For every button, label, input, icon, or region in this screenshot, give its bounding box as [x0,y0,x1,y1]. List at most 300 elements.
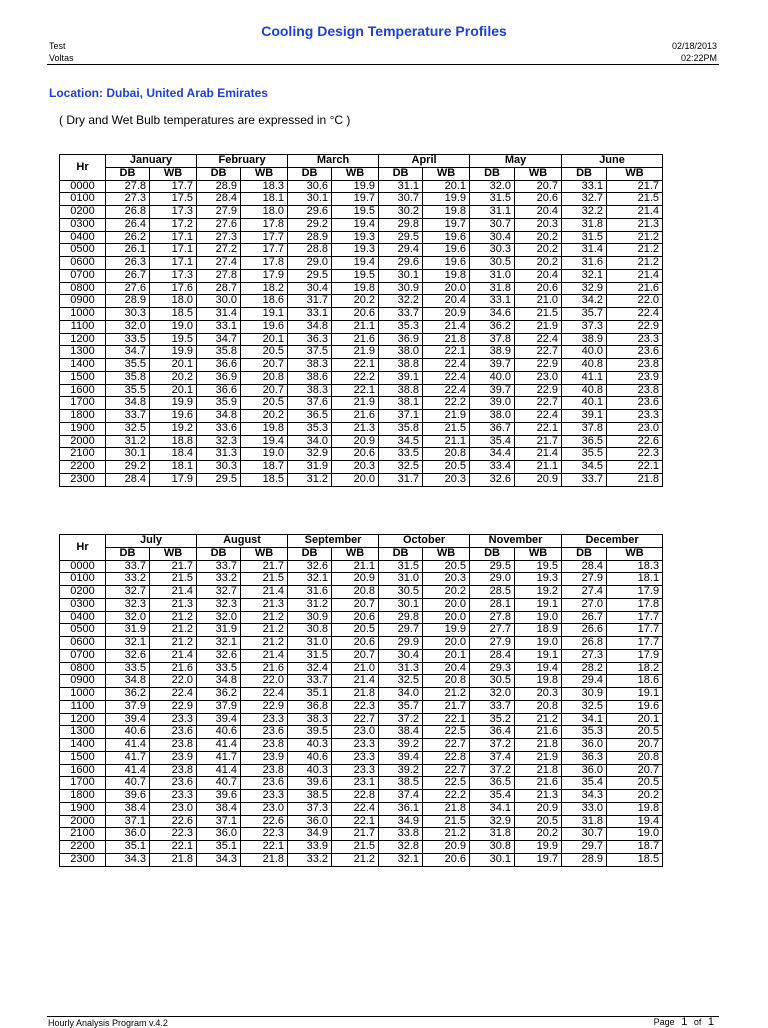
db-value-cell: 40.3 [288,764,332,777]
db-value-cell: 31.6 [562,257,607,270]
wb-value-cell: 19.0 [515,637,562,650]
wb-value-cell: 21.2 [607,244,663,257]
wb-value-cell: 22.5 [423,726,470,739]
db-value-cell: 38.8 [379,384,423,397]
table-row [60,560,663,573]
db-value-cell: 30.4 [288,282,332,295]
wb-value-cell: 20.4 [515,269,562,282]
wb-value-cell: 21.2 [423,688,470,701]
wb-value-cell: 21.7 [515,435,562,448]
db-value-cell: 36.9 [379,333,423,346]
hour-cell: 2200 [60,841,106,854]
db-value-cell: 38.1 [379,397,423,410]
wb-value-cell: 20.9 [423,841,470,854]
wb-value-cell: 21.4 [241,649,288,662]
wb-value-cell: 22.4 [515,333,562,346]
wb-value-cell: 20.5 [607,777,663,790]
month-header: December [562,535,663,548]
table-row [60,586,663,599]
wb-value-cell: 22.3 [150,828,197,841]
hour-cell: 1500 [60,371,106,384]
db-value-cell: 29.8 [379,218,423,231]
db-value-cell: 33.7 [470,700,515,713]
wb-value-cell: 23.3 [607,333,663,346]
db-value-cell: 29.2 [106,461,150,474]
db-value-cell: 32.9 [288,448,332,461]
wb-value-cell: 19.9 [423,624,470,637]
header-right-info [672,40,717,64]
db-value-cell: 32.6 [197,649,241,662]
db-value-cell: 31.9 [106,624,150,637]
db-value-cell: 27.8 [106,180,150,193]
db-value-cell: 37.2 [470,764,515,777]
db-value-cell: 32.6 [288,560,332,573]
table-row [60,231,663,244]
page-label: Page [653,1017,675,1027]
db-value-cell: 31.4 [562,244,607,257]
page-number: 1 [681,1016,688,1028]
wb-value-cell: 17.5 [150,193,197,206]
wb-value-cell: 17.7 [241,231,288,244]
table-row [60,611,663,624]
hour-cell: 1700 [60,397,106,410]
db-value-cell: 31.0 [379,573,423,586]
wb-value-cell: 20.2 [150,371,197,384]
wb-value-cell: 21.6 [332,333,379,346]
wb-value-cell: 21.6 [515,777,562,790]
wb-value-cell: 19.6 [241,320,288,333]
wb-value-cell: 19.5 [332,269,379,282]
wb-value-cell: 21.4 [607,269,663,282]
db-value-cell: 31.8 [470,282,515,295]
db-value-cell: 27.4 [562,586,607,599]
db-value-cell: 37.4 [470,751,515,764]
db-value-cell: 31.9 [197,624,241,637]
wb-value-cell: 20.5 [607,726,663,739]
db-value-cell: 39.6 [106,790,150,803]
wb-value-cell: 22.1 [332,359,379,372]
wb-value-cell: 22.6 [607,435,663,448]
wb-value-cell: 20.0 [423,611,470,624]
wb-value-cell: 21.2 [607,257,663,270]
wb-value-cell: 17.3 [150,206,197,219]
db-value-cell: 31.8 [470,828,515,841]
table-row [60,598,663,611]
wb-value-cell: 22.4 [423,371,470,384]
wb-column-header: WB [241,547,288,560]
db-value-cell: 37.1 [106,815,150,828]
wb-value-cell: 19.2 [515,586,562,599]
wb-value-cell: 21.2 [515,713,562,726]
wb-column-header: WB [332,547,379,560]
hour-cell: 0900 [60,675,106,688]
table-row [60,333,663,346]
db-value-cell: 33.7 [197,560,241,573]
db-value-cell: 38.5 [288,790,332,803]
db-value-cell: 34.8 [288,320,332,333]
db-value-cell: 28.1 [470,598,515,611]
wb-value-cell: 21.3 [150,598,197,611]
db-value-cell: 28.9 [197,180,241,193]
wb-value-cell: 21.5 [332,841,379,854]
wb-value-cell: 23.9 [607,371,663,384]
db-value-cell: 31.1 [470,206,515,219]
wb-value-cell: 20.0 [332,473,379,486]
wb-value-cell: 19.0 [241,448,288,461]
db-value-cell: 40.8 [562,384,607,397]
wb-value-cell: 23.3 [150,790,197,803]
wb-value-cell: 21.4 [150,586,197,599]
wb-value-cell: 23.1 [332,777,379,790]
wb-value-cell: 20.9 [332,435,379,448]
db-value-cell: 40.7 [197,777,241,790]
wb-value-cell: 17.8 [241,257,288,270]
wb-value-cell: 20.9 [332,573,379,586]
wb-value-cell: 17.7 [607,624,663,637]
hour-cell: 2100 [60,828,106,841]
db-value-cell: 26.4 [106,218,150,231]
hour-cell: 0200 [60,206,106,219]
wb-value-cell: 17.7 [150,180,197,193]
db-value-cell: 29.9 [379,637,423,650]
db-value-cell: 32.4 [288,662,332,675]
wb-value-cell: 17.7 [607,611,663,624]
wb-value-cell: 20.5 [241,346,288,359]
db-value-cell: 41.4 [106,764,150,777]
wb-value-cell: 23.3 [332,739,379,752]
db-value-cell: 31.3 [197,448,241,461]
wb-value-cell: 22.4 [515,410,562,423]
db-value-cell: 36.0 [288,815,332,828]
table-row [60,295,663,308]
table-row [60,410,663,423]
db-value-cell: 35.3 [379,320,423,333]
wb-value-cell: 22.4 [423,359,470,372]
db-value-cell: 28.4 [562,560,607,573]
table-row [60,802,663,815]
db-column-header: DB [379,547,423,560]
wb-value-cell: 18.5 [241,473,288,486]
db-value-cell: 30.5 [470,257,515,270]
db-value-cell: 29.7 [562,841,607,854]
wb-value-cell: 21.4 [150,649,197,662]
db-value-cell: 39.0 [470,397,515,410]
wb-value-cell: 21.4 [332,675,379,688]
wb-value-cell: 21.9 [423,410,470,423]
db-value-cell: 33.5 [379,448,423,461]
wb-value-cell: 19.6 [423,257,470,270]
hour-cell: 1400 [60,739,106,752]
db-value-cell: 30.5 [470,675,515,688]
db-value-cell: 30.3 [106,308,150,321]
wb-value-cell: 23.3 [332,764,379,777]
wb-value-cell: 20.2 [515,828,562,841]
db-value-cell: 35.3 [562,726,607,739]
wb-value-cell: 21.8 [423,333,470,346]
db-value-cell: 34.8 [106,675,150,688]
db-value-cell: 35.8 [106,371,150,384]
hour-cell: 1600 [60,384,106,397]
db-value-cell: 27.8 [197,269,241,282]
db-value-cell: 30.7 [562,828,607,841]
wb-value-cell: 19.6 [423,231,470,244]
wb-value-cell: 17.1 [150,257,197,270]
wb-value-cell: 21.9 [515,751,562,764]
db-value-cell: 32.7 [562,193,607,206]
db-value-cell: 27.9 [197,206,241,219]
table-row [60,675,663,688]
wb-value-cell: 21.2 [607,231,663,244]
wb-value-cell: 23.9 [150,751,197,764]
db-value-cell: 40.6 [288,751,332,764]
db-value-cell: 31.5 [470,193,515,206]
month-header: February [197,155,288,168]
db-value-cell: 27.2 [197,244,241,257]
wb-value-cell: 19.9 [150,397,197,410]
db-value-cell: 27.9 [562,573,607,586]
db-value-cell: 29.7 [379,624,423,637]
wb-value-cell: 22.2 [423,790,470,803]
wb-value-cell: 21.2 [150,624,197,637]
month-header: October [379,535,470,548]
table-row [60,649,663,662]
wb-value-cell: 22.7 [423,739,470,752]
wb-value-cell: 23.6 [241,777,288,790]
db-value-cell: 36.1 [379,802,423,815]
db-value-cell: 33.7 [379,308,423,321]
wb-value-cell: 21.7 [607,180,663,193]
db-value-cell: 29.5 [288,269,332,282]
wb-value-cell: 22.0 [607,295,663,308]
wb-value-cell: 22.3 [607,448,663,461]
table-row [60,218,663,231]
hour-cell: 1700 [60,777,106,790]
wb-value-cell: 21.7 [241,560,288,573]
hour-cell: 0600 [60,257,106,270]
table-row [60,637,663,650]
wb-value-cell: 20.4 [515,206,562,219]
db-value-cell: 30.9 [562,688,607,701]
month-header: September [288,535,379,548]
db-value-cell: 32.1 [106,637,150,650]
wb-value-cell: 21.6 [241,662,288,675]
wb-value-cell: 20.1 [150,384,197,397]
db-value-cell: 30.1 [379,598,423,611]
table-row [60,346,663,359]
table-row [60,193,663,206]
hour-cell: 0600 [60,637,106,650]
hour-cell: 0900 [60,295,106,308]
table-row [60,359,663,372]
table-row [60,688,663,701]
db-value-cell: 36.2 [470,320,515,333]
table-row [60,777,663,790]
hour-cell: 0000 [60,560,106,573]
hour-cell: 1300 [60,726,106,739]
wb-value-cell: 21.1 [332,560,379,573]
db-value-cell: 34.9 [288,828,332,841]
wb-value-cell: 21.8 [607,473,663,486]
db-value-cell: 38.3 [288,359,332,372]
db-value-cell: 27.6 [197,218,241,231]
db-value-cell: 31.3 [379,662,423,675]
db-value-cell: 31.1 [379,180,423,193]
of-label: of [693,1017,702,1027]
db-value-cell: 31.2 [288,473,332,486]
hour-cell: 1300 [60,346,106,359]
table-row [60,790,663,803]
db-value-cell: 32.5 [379,461,423,474]
db-value-cell: 27.3 [562,649,607,662]
wb-value-cell: 23.8 [241,739,288,752]
wb-value-cell: 21.6 [150,662,197,675]
wb-value-cell: 20.5 [332,624,379,637]
db-value-cell: 30.3 [197,461,241,474]
wb-value-cell: 20.6 [423,853,470,866]
wb-value-cell: 23.8 [241,764,288,777]
wb-value-cell: 21.2 [423,828,470,841]
wb-column-header: WB [150,167,197,180]
wb-value-cell: 23.8 [607,384,663,397]
wb-value-cell: 20.7 [515,180,562,193]
wb-column-header: WB [515,167,562,180]
wb-value-cell: 19.3 [332,244,379,257]
wb-value-cell: 23.8 [150,764,197,777]
wb-value-cell: 19.5 [150,333,197,346]
db-value-cell: 27.3 [197,231,241,244]
wb-value-cell: 20.6 [515,193,562,206]
db-value-cell: 39.5 [288,726,332,739]
table-row [60,282,663,295]
db-value-cell: 27.0 [562,598,607,611]
wb-value-cell: 20.2 [607,790,663,803]
wb-value-cell: 17.9 [607,586,663,599]
wb-value-cell: 21.3 [241,598,288,611]
hour-cell: 1900 [60,422,106,435]
wb-value-cell: 20.7 [241,359,288,372]
db-value-cell: 29.5 [379,231,423,244]
db-value-cell: 40.1 [562,397,607,410]
wb-value-cell: 21.7 [423,700,470,713]
db-value-cell: 38.0 [379,346,423,359]
db-value-cell: 27.3 [106,193,150,206]
wb-value-cell: 23.0 [607,422,663,435]
wb-value-cell: 23.3 [332,751,379,764]
wb-value-cell: 22.8 [332,790,379,803]
hour-cell: 2100 [60,448,106,461]
wb-value-cell: 22.4 [150,688,197,701]
db-value-cell: 38.9 [470,346,515,359]
wb-value-cell: 19.3 [515,573,562,586]
db-value-cell: 38.6 [288,371,332,384]
db-value-cell: 37.2 [470,739,515,752]
table-row [60,764,663,777]
wb-value-cell: 22.1 [515,422,562,435]
db-value-cell: 36.0 [562,764,607,777]
wb-value-cell: 20.9 [423,308,470,321]
table-row [60,841,663,854]
wb-value-cell: 21.4 [607,206,663,219]
db-value-cell: 33.1 [288,308,332,321]
wb-value-cell: 18.9 [515,624,562,637]
wb-value-cell: 21.2 [241,624,288,637]
wb-value-cell: 21.4 [241,586,288,599]
hour-cell: 0000 [60,180,106,193]
db-value-cell: 31.7 [379,473,423,486]
wb-column-header: WB [515,547,562,560]
db-value-cell: 26.8 [562,637,607,650]
wb-value-cell: 20.8 [332,586,379,599]
db-value-cell: 30.9 [288,611,332,624]
wb-value-cell: 19.4 [241,435,288,448]
db-value-cell: 30.1 [288,193,332,206]
db-value-cell: 30.7 [470,218,515,231]
wb-value-cell: 22.8 [423,751,470,764]
db-value-cell: 28.8 [288,244,332,257]
hour-cell: 0500 [60,244,106,257]
wb-value-cell: 20.1 [423,180,470,193]
db-value-cell: 32.2 [379,295,423,308]
db-value-cell: 32.6 [106,649,150,662]
header-left-info [49,40,74,64]
db-value-cell: 35.8 [379,422,423,435]
wb-value-cell: 20.6 [332,308,379,321]
wb-value-cell: 19.4 [607,815,663,828]
db-value-cell: 39.1 [562,410,607,423]
header-row-db-wb [60,547,663,560]
wb-column-header: WB [423,547,470,560]
wb-value-cell: 22.1 [150,841,197,854]
db-value-cell: 39.7 [470,359,515,372]
hour-cell: 0400 [60,231,106,244]
wb-value-cell: 20.3 [423,573,470,586]
db-value-cell: 41.1 [562,371,607,384]
db-value-cell: 32.1 [379,853,423,866]
wb-value-cell: 20.5 [241,397,288,410]
hour-cell: 1900 [60,802,106,815]
db-value-cell: 29.0 [288,257,332,270]
db-value-cell: 33.2 [288,853,332,866]
wb-value-cell: 21.2 [150,611,197,624]
wb-value-cell: 22.6 [150,815,197,828]
wb-value-cell: 17.9 [607,649,663,662]
wb-value-cell: 20.8 [241,371,288,384]
db-value-cell: 28.9 [288,231,332,244]
db-value-cell: 31.8 [562,815,607,828]
db-column-header: DB [379,167,423,180]
db-value-cell: 39.2 [379,739,423,752]
db-value-cell: 30.6 [288,180,332,193]
table-row [60,397,663,410]
db-value-cell: 30.8 [470,841,515,854]
db-value-cell: 33.8 [379,828,423,841]
db-value-cell: 31.8 [562,218,607,231]
wb-value-cell: 19.0 [150,320,197,333]
db-value-cell: 41.4 [197,739,241,752]
db-value-cell: 31.0 [470,269,515,282]
wb-value-cell: 21.3 [515,790,562,803]
db-value-cell: 40.8 [562,359,607,372]
db-value-cell: 38.8 [379,359,423,372]
footer-divider [47,1016,719,1017]
report-date: 02/18/2013 [671,41,717,51]
wb-value-cell: 17.8 [241,218,288,231]
wb-value-cell: 20.7 [241,384,288,397]
db-value-cell: 38.3 [288,713,332,726]
db-value-cell: 31.5 [562,231,607,244]
hour-cell: 1800 [60,790,106,803]
db-value-cell: 37.8 [562,422,607,435]
